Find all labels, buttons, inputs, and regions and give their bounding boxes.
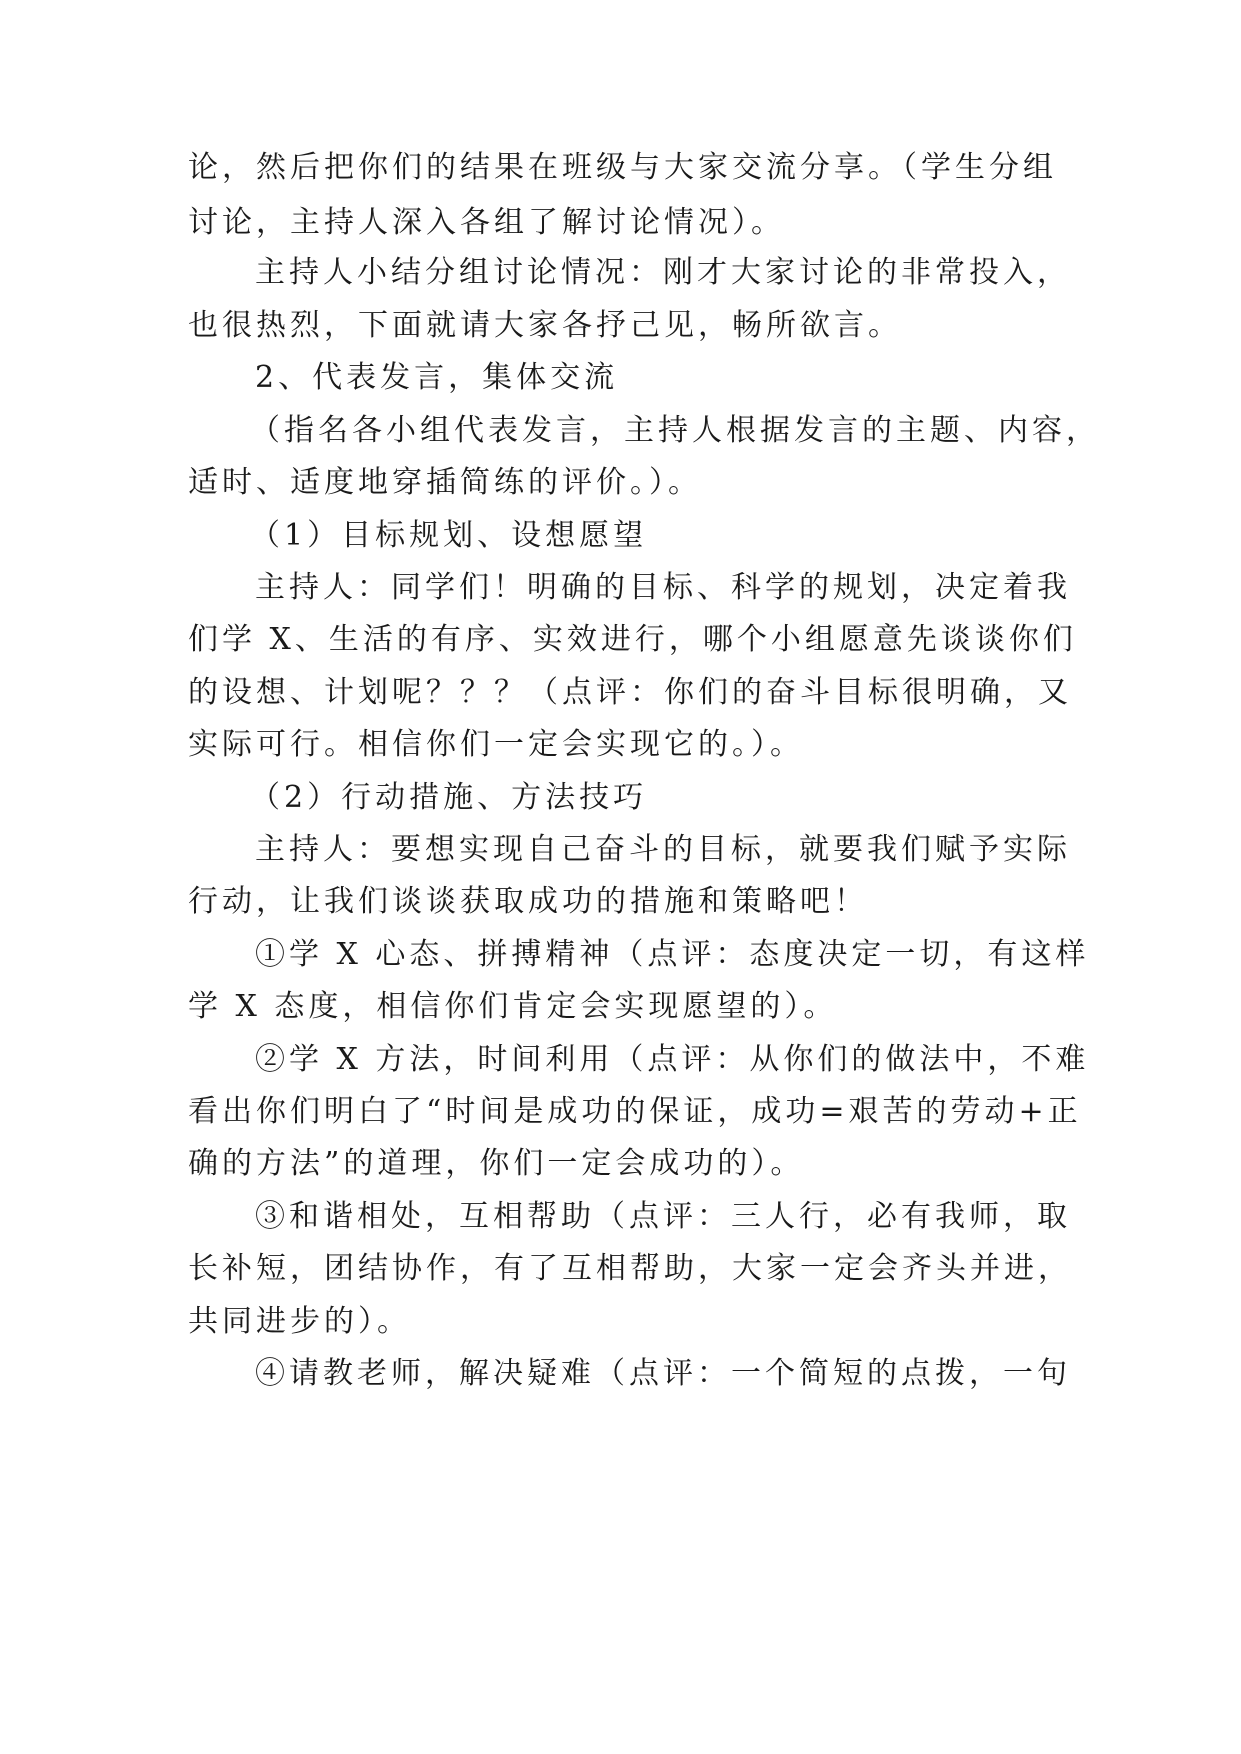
subsection-heading: （1）目标规划、设想愿望	[250, 518, 648, 553]
body-text-line: 行动，让我们谈谈获取成功的措施和策略吧！	[188, 884, 868, 919]
list-item: ④请教老师，解决疑难（点评：一个简短的点拨，一句	[255, 1356, 1071, 1391]
body-text-line: 主持人小结分组讨论情况：刚才大家讨论的非常投入，	[255, 255, 1071, 290]
body-text-line: 学 X 态度，相信你们肯定会实现愿望的）。	[188, 989, 838, 1024]
body-text-line: 讨论，主持人深入各组了解讨论情况）。	[188, 205, 785, 240]
body-text-line: 的设想、计划呢？？？（点评：你们的奋斗目标很明确，又	[188, 675, 1072, 710]
body-text-line: 主持人：要想实现自己奋斗的目标，就要我们赋予实际	[255, 832, 1071, 867]
body-text-line: 适时、适度地穿插简练的评价。）。	[188, 465, 702, 500]
body-text-line: 看出你们明白了“时间是成功的保证，成功=艰苦的劳动+正	[188, 1094, 1082, 1129]
list-item: ①学 X 心态、拼搏精神（点评：态度决定一切，有这样	[255, 937, 1090, 972]
body-text-line: 也很热烈，下面就请大家各抒己见，畅所欲言。	[188, 308, 902, 343]
body-text-line: （指名各小组代表发言，主持人根据发言的主题、内容，	[250, 413, 1100, 448]
section-heading: 2、代表发言，集体交流	[255, 360, 619, 395]
body-text-line: 实际可行。相信你们一定会实现它的。）。	[188, 727, 804, 762]
list-item: ③和谐相处，互相帮助（点评：三人行，必有我师，取	[255, 1199, 1071, 1234]
list-item: ②学 X 方法，时间利用（点评：从你们的做法中，不难	[255, 1042, 1090, 1077]
body-text-line: 论，然后把你们的结果在班级与大家交流分享。（学生分组	[188, 150, 1057, 185]
body-text-line: 确的方法”的道理，你们一定会成功的）。	[188, 1146, 805, 1181]
body-text-line: 主持人：同学们！明确的目标、科学的规划，决定着我	[255, 570, 1071, 605]
subsection-heading: （2）行动措施、方法技巧	[250, 780, 648, 815]
body-text-line: 共同进步的）。	[188, 1304, 411, 1339]
body-text-line: 长补短，团结协作，有了互相帮助，大家一定会齐头并进，	[188, 1251, 1072, 1286]
body-text-line: 们学 X、生活的有序、实效进行，哪个小组愿意先谈谈你们	[188, 622, 1077, 657]
